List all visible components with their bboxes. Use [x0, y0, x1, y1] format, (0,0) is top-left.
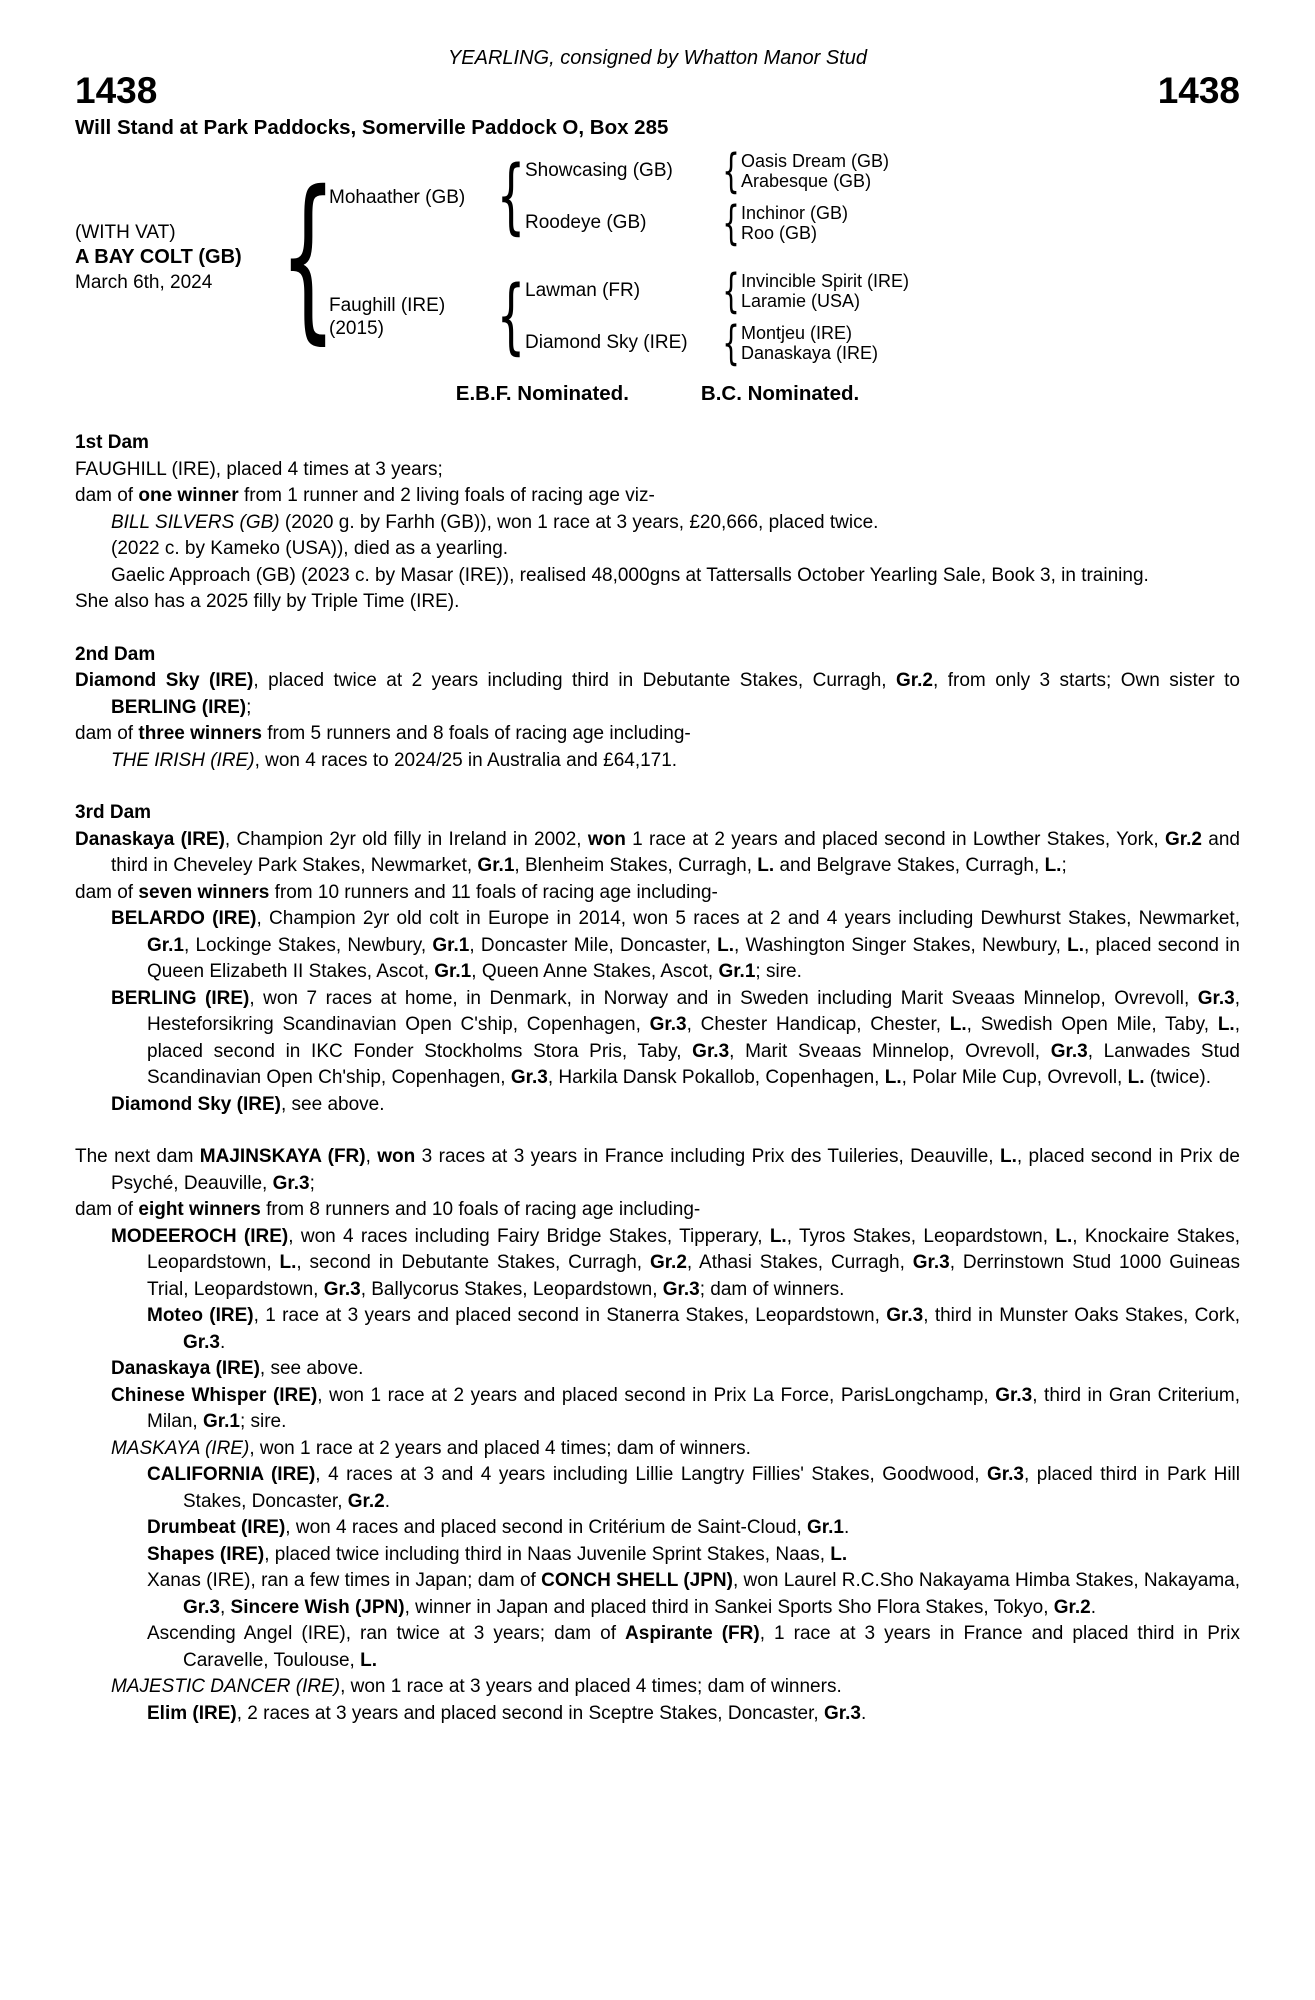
ggp-name: Laramie (USA): [741, 291, 861, 311]
plain-text: dam of: [75, 881, 139, 903]
plain-text: , Lockinge Stakes, Newbury,: [183, 934, 433, 956]
emphasis-text: CONCH SHELL (JPN): [541, 1570, 733, 1591]
bc-nominated-label: B.C. Nominated.: [700, 382, 860, 405]
plain-text: Gaelic Approach (GB) (2023 c. by Masar (IRE)), realised 48,000gns at Tattersalls October Yearling Sale, Book 3, in training.: [111, 564, 1149, 586]
plain-text: ,: [365, 1146, 378, 1167]
emphasis-text: MAJINSKAYA (FR): [199, 1146, 366, 1167]
grandsire-row: [525, 264, 910, 318]
plain-text: , placed third in Park Hill Stakes, Doncaster,: [183, 1464, 1240, 1512]
catalogue-paragraph: [75, 1568, 1240, 1621]
dam-sire-name: Lawman (FR): [525, 280, 641, 301]
plain-text: dam of: [75, 723, 139, 744]
plain-text: from 1 runner and 2 living foals of racing age viz-: [238, 485, 655, 506]
emphasis-text: Elim (IRE): [147, 1702, 237, 1724]
emphasis-text: Shapes (IRE): [147, 1543, 265, 1565]
emphasis-text: Gr.3: [183, 1331, 220, 1353]
plain-text: , Knockaire Stakes, Leopardstown,: [147, 1225, 1240, 1273]
pedigree-brace-small: {: [722, 144, 740, 198]
lot-number-row: [75, 72, 1240, 110]
emphasis-text: Gr.1: [202, 1411, 240, 1432]
ggp-name: Inchinor (GB): [741, 203, 849, 223]
catalogue-paragraph: [75, 721, 1240, 748]
plain-text: The next dam: [75, 1146, 200, 1167]
catalogue-paragraph: [75, 1197, 1240, 1224]
emphasis-text: BILL SILVERS (GB): [111, 511, 280, 533]
plain-text: FAUGHILL (IRE), placed 4 times at 3 years;: [75, 458, 443, 480]
pedigree-brace-small: {: [722, 316, 740, 370]
plain-text: , Champion 2yr old colt in Europe in 2014, won 5 races at 2 and 4 years including Dewhurst Stakes, Newmarket,: [256, 908, 1240, 929]
catalogue-paragraph: [75, 668, 1240, 721]
plain-text: , won 4 races to 2024/25 in Australia and £64,171.: [254, 749, 678, 771]
pedigree-brace-sire: {: [496, 149, 526, 244]
plain-text: , second in Debutante Stakes, Curragh,: [296, 1252, 650, 1273]
emphasis-text: won: [587, 828, 626, 850]
plain-text: .: [384, 1490, 391, 1512]
sire-branch: [329, 144, 909, 250]
catalogue-paragraph: [75, 880, 1240, 907]
dam-heading: 3rd Dam: [75, 802, 152, 823]
emphasis-text: Gr.3: [995, 1384, 1033, 1406]
plain-text: (twice).: [1144, 1067, 1211, 1088]
plain-text: , 1 race at 3 years and placed second in Stanerra Stakes, Leopardstown,: [253, 1305, 887, 1326]
ggp-name: Roo (GB): [741, 223, 818, 243]
plain-text: , winner in Japan and placed third in Sankei Sports Sho Flora Stakes, Tokyo,: [404, 1596, 1054, 1618]
emphasis-text: L.: [830, 1543, 848, 1565]
emphasis-text: Gr.1: [807, 1517, 845, 1538]
plain-text: , third in Gran Criterium, Milan,: [147, 1384, 1241, 1432]
plain-text: dam of: [75, 1199, 139, 1220]
catalogue-paragraph: [75, 1383, 1240, 1436]
emphasis-text: L.: [949, 1014, 967, 1035]
emphasis-text: Drumbeat (IRE): [147, 1517, 286, 1538]
lot-number-left: 1438: [75, 70, 158, 111]
emphasis-text: three winners: [138, 723, 262, 744]
plain-text: and third in Cheveley Park Stakes, Newmarket,: [111, 828, 1240, 876]
plain-text: (2020 g. by Farhh (GB)), won 1 race at 3 years, £20,666, placed twice.: [279, 511, 879, 533]
ggp-name: Invincible Spirit (IRE): [741, 271, 910, 291]
pedigree-brace-small: {: [722, 264, 740, 318]
emphasis-text: L.: [1127, 1067, 1145, 1088]
plain-text: , Chester Handicap, Chester,: [686, 1014, 950, 1035]
emphasis-text: Gr.2: [347, 1490, 385, 1512]
plain-text: , Washington Singer Stakes, Newbury,: [733, 934, 1068, 956]
plain-text: Ascending Angel (IRE), ran twice at 3 years; dam of: [147, 1623, 626, 1644]
emphasis-text: Gr.3: [1050, 1040, 1088, 1062]
granddam-row: [525, 316, 909, 370]
great-grandparents: [741, 271, 909, 311]
emphasis-text: THE IRISH (IRE): [111, 749, 255, 771]
plain-text: , placed second in Prix de Psyché, Deauville,: [111, 1146, 1241, 1194]
plain-text: , Athasi Stakes, Curragh,: [686, 1252, 913, 1273]
sire-name: Mohaather (GB): [329, 186, 466, 208]
lot-number-right: 1438: [1157, 70, 1240, 111]
emphasis-text: one winner: [138, 485, 239, 506]
emphasis-text: eight winners: [138, 1199, 261, 1220]
plain-text: She also has a 2025 filly by Triple Time (IRE).: [75, 591, 460, 612]
catalogue-paragraph: [75, 827, 1240, 880]
emphasis-text: Danaskaya (IRE): [111, 1358, 260, 1379]
lot-name: A BAY COLT (GB): [75, 245, 242, 268]
emphasis-text: L.: [884, 1067, 902, 1088]
pedigree-brace-small: {: [722, 196, 740, 250]
granddam-row: [525, 196, 889, 250]
dam-branch: [329, 264, 910, 370]
emphasis-text: Gr.1: [147, 934, 184, 956]
emphasis-text: Gr.3: [823, 1702, 861, 1724]
emphasis-text: Aspirante (FR): [625, 1623, 760, 1644]
ggp-name: Arabesque (GB): [741, 171, 872, 191]
dam-year: (2015): [329, 318, 384, 339]
catalogue-paragraph: [75, 563, 1240, 590]
plain-text: , won 4 races including Fairy Bridge Stakes, Tipperary,: [288, 1225, 770, 1247]
dam-grandparents: [525, 264, 910, 370]
ggp-name: Danaskaya (IRE): [741, 343, 879, 363]
emphasis-text: Gr.3: [510, 1067, 548, 1088]
plain-text: 1 race at 2 years and placed second in Lowther Stakes, York,: [625, 828, 1166, 850]
catalogue-paragraph: [75, 1515, 1240, 1542]
catalogue-paragraph: [75, 986, 1240, 1092]
emphasis-text: Gr.3: [323, 1278, 361, 1300]
emphasis-text: Gr.2: [1053, 1596, 1091, 1618]
catalogue-paragraph: [75, 1621, 1240, 1674]
catalogue-body: [75, 430, 1240, 1727]
great-grandparents: [741, 323, 878, 363]
pedigree-brace-dam: {: [496, 269, 526, 364]
emphasis-text: Sincere Wish (JPN): [230, 1596, 405, 1618]
emphasis-text: Gr.2: [649, 1252, 687, 1273]
plain-text: dam of: [75, 485, 139, 506]
plain-text: ; sire.: [239, 1411, 287, 1432]
emphasis-text: Gr.2: [896, 670, 934, 691]
dam-dam-name: Diamond Sky (IRE): [525, 332, 688, 353]
foal-date: March 6th, 2024: [75, 271, 213, 293]
plain-text: , Marit Sveaas Minnelop, Ovrevoll,: [729, 1040, 1051, 1062]
vat-note: (WITH VAT): [75, 221, 176, 243]
emphasis-text: Diamond Sky (IRE): [75, 670, 254, 691]
emphasis-text: L.: [279, 1252, 297, 1273]
plain-text: , Ballycorus Stakes, Leopardstown,: [360, 1278, 663, 1300]
lot-summary: [75, 220, 287, 295]
plain-text: , Lanwades Stud Scandinavian Open Ch'ship, Copenhagen,: [147, 1040, 1241, 1088]
plain-text: , won Laurel R.C.Sho Nakayama Himba Stakes, Nakayama,: [732, 1570, 1240, 1591]
catalogue-paragraph: [75, 536, 1240, 563]
emphasis-text: MODEEROCH (IRE): [111, 1225, 289, 1247]
pedigree-chart: [75, 144, 1240, 370]
catalogue-paragraph: [75, 510, 1240, 537]
plain-text: , 1 race at 3 years in France and placed third in Prix Caravelle, Toulouse,: [183, 1623, 1240, 1671]
emphasis-text: Gr.3: [272, 1172, 310, 1194]
emphasis-text: Gr.1: [477, 855, 515, 876]
emphasis-text: L.: [1067, 934, 1085, 956]
dam-name-text: Faughill (IRE): [329, 295, 446, 316]
plain-text: ,: [219, 1596, 231, 1618]
catalogue-paragraph: [75, 1224, 1240, 1304]
plain-text: (2022 c. by Kameko (USA)), died as a yearling.: [111, 538, 509, 559]
emphasis-text: L.: [717, 934, 734, 956]
consignment-line: YEARLING, consigned by Whatton Manor Stud: [447, 47, 868, 69]
emphasis-text: Diamond Sky (IRE): [111, 1093, 281, 1115]
emphasis-text: seven winners: [138, 881, 270, 903]
emphasis-text: MAJESTIC DANCER (IRE): [111, 1676, 341, 1697]
emphasis-text: Gr.1: [432, 934, 470, 956]
catalogue-paragraph: [75, 1674, 1240, 1701]
catalogue-paragraph: [75, 748, 1240, 775]
emphasis-text: L.: [360, 1649, 377, 1671]
plain-text: , Blenheim Stakes, Curragh,: [514, 855, 758, 876]
emphasis-text: Moteo (IRE): [147, 1305, 254, 1326]
plain-text: .: [1090, 1596, 1097, 1618]
plain-text: , placed second in IKC Fonder Stockholms Stora Pris, Taby,: [147, 1014, 1240, 1062]
plain-text: .: [860, 1702, 867, 1724]
emphasis-text: Gr.3: [986, 1464, 1024, 1485]
plain-text: , won 1 race at 2 years and placed second in Prix La Force, ParisLongchamp,: [317, 1384, 996, 1406]
plain-text: , see above.: [280, 1093, 385, 1115]
catalogue-paragraph: [75, 483, 1240, 510]
emphasis-text: L.: [1044, 855, 1062, 876]
emphasis-text: Gr.3: [1197, 987, 1235, 1009]
catalogue-paragraph: [75, 589, 1240, 616]
plain-text: 3 races at 3 years in France including Prix des Tuileries, Deauville,: [415, 1146, 1000, 1167]
catalogue-paragraph: [75, 1144, 1240, 1197]
emphasis-text: BERLING (IRE): [111, 987, 250, 1009]
plain-text: , Polar Mile Cup, Ovrevoll,: [901, 1067, 1128, 1088]
plain-text: , Champion 2yr old filly in Ireland in 2002,: [224, 828, 588, 850]
emphasis-text: L.: [769, 1225, 787, 1247]
grandsire-row: [525, 144, 890, 198]
emphasis-text: Gr.3: [692, 1040, 730, 1062]
plain-text: , won 4 races and placed second in Critérium de Saint-Cloud,: [285, 1517, 808, 1538]
catalogue-paragraph: [75, 1092, 1240, 1119]
emphasis-text: Danaskaya (IRE): [75, 828, 225, 850]
emphasis-text: L.: [1217, 1014, 1235, 1035]
great-grandparents: [741, 203, 848, 243]
plain-text: ;: [1061, 855, 1067, 876]
ggp-name: Montjeu (IRE): [741, 323, 853, 343]
emphasis-text: Gr.3: [183, 1596, 220, 1618]
plain-text: from 5 runners and 8 foals of racing age including-: [261, 723, 691, 744]
catalogue-paragraph: [75, 906, 1240, 986]
plain-text: from 8 runners and 10 foals of racing age including-: [260, 1199, 701, 1220]
emphasis-text: BELARDO (IRE): [111, 908, 257, 929]
plain-text: , Hesteforsikring Scandinavian Open C'ship, Copenhagen,: [147, 987, 1240, 1035]
emphasis-text: Gr.3: [649, 1014, 687, 1035]
plain-text: , 4 races at 3 and 4 years including Lillie Langtry Fillies' Stakes, Goodwood,: [315, 1464, 987, 1485]
plain-text: , placed second in Queen Elizabeth II Stakes, Ascot,: [147, 934, 1240, 982]
plain-text: , placed twice including third in Naas Juvenile Sprint Stakes, Naas,: [264, 1543, 831, 1565]
ggp-name: Oasis Dream (GB): [741, 151, 890, 171]
plain-text: Xanas (IRE), ran a few times in Japan; dam of: [147, 1570, 542, 1591]
plain-text: , Queen Anne Stakes, Ascot,: [471, 961, 719, 982]
plain-text: , Tyros Stakes, Leopardstown,: [786, 1225, 1056, 1247]
catalogue-paragraph: [75, 457, 1240, 484]
catalogue-paragraph: [75, 1462, 1240, 1515]
dam-heading: 1st Dam: [75, 432, 149, 453]
emphasis-text: L.: [757, 855, 775, 876]
emphasis-text: CALIFORNIA (IRE): [147, 1464, 316, 1485]
plain-text: , Harkila Dansk Pokallob, Copenhagen,: [547, 1067, 885, 1088]
sire-dam-name: Roodeye (GB): [525, 212, 647, 233]
catalogue-paragraph: [75, 1542, 1240, 1569]
plain-text: , Swedish Open Mile, Taby,: [966, 1014, 1218, 1035]
plain-text: , Derrinstown Stud 1000 Guineas Trial, Leopardstown,: [147, 1252, 1240, 1300]
pedigree-parents: [329, 144, 910, 370]
emphasis-text: BERLING (IRE): [111, 696, 247, 718]
plain-text: ;: [309, 1172, 315, 1194]
emphasis-text: L.: [999, 1146, 1017, 1167]
plain-text: ; sire.: [755, 961, 802, 982]
emphasis-text: won: [377, 1146, 416, 1167]
emphasis-text: Gr.3: [662, 1278, 700, 1300]
emphasis-text: Gr.1: [718, 961, 756, 982]
plain-text: and Belgrave Stakes, Curragh,: [774, 855, 1045, 876]
plain-text: , see above.: [259, 1358, 364, 1379]
great-grandparents: [741, 151, 889, 191]
plain-text: .: [844, 1517, 850, 1538]
emphasis-text: Gr.3: [912, 1252, 950, 1273]
dam-heading: 2nd Dam: [75, 643, 156, 665]
emphasis-text: MASKAYA (IRE): [111, 1437, 250, 1459]
sire-sire-name: Showcasing (GB): [525, 160, 673, 181]
emphasis-text: Gr.2: [1165, 828, 1202, 850]
plain-text: , won 1 race at 3 years and placed 4 times; dam of winners.: [340, 1676, 842, 1697]
sire-grandparents: [525, 144, 890, 250]
plain-text: , won 1 race at 2 years and placed 4 times; dam of winners.: [249, 1437, 751, 1459]
emphasis-text: L.: [1055, 1225, 1073, 1247]
plain-text: , placed twice at 2 years including third in Debutante Stakes, Curragh,: [253, 670, 897, 691]
emphasis-text: Gr.1: [434, 961, 472, 982]
plain-text: , Doncaster Mile, Doncaster,: [469, 934, 718, 956]
catalogue-paragraph: [75, 1436, 1240, 1463]
plain-text: ;: [246, 696, 252, 718]
ebf-nominated-label: E.B.F. Nominated.: [455, 382, 629, 405]
pedigree-brace-main: {: [279, 153, 337, 360]
emphasis-text: Chinese Whisper (IRE): [111, 1384, 318, 1406]
plain-text: .: [219, 1331, 226, 1353]
plain-text: , from only 3 starts; Own sister to: [933, 670, 1240, 691]
emphasis-text: Gr.3: [886, 1305, 924, 1326]
section-gap: [75, 774, 1240, 800]
plain-text: , won 7 races at home, in Denmark, in Norway and in Sweden including Marit Sveaas Minnelop, Ovrevoll,: [249, 987, 1198, 1009]
catalogue-paragraph: [75, 1356, 1240, 1383]
section-gap: [75, 616, 1240, 642]
catalogue-paragraph: [75, 1303, 1240, 1356]
nomination-line: [75, 382, 1240, 406]
plain-text: ; dam of winners.: [699, 1278, 845, 1300]
catalogue-paragraph: [75, 1701, 1240, 1728]
plain-text: from 10 runners and 11 foals of racing age including-: [269, 881, 718, 903]
plain-text: , third in Munster Oaks Stakes, Cork,: [923, 1305, 1240, 1326]
stand-location-line: Will Stand at Park Paddocks, Somerville Paddock O, Box 285: [75, 116, 669, 139]
plain-text: , 2 races at 3 years and placed second in Sceptre Stakes, Doncaster,: [236, 1702, 824, 1724]
section-gap: [75, 1118, 1240, 1144]
dam-name: [329, 294, 497, 340]
